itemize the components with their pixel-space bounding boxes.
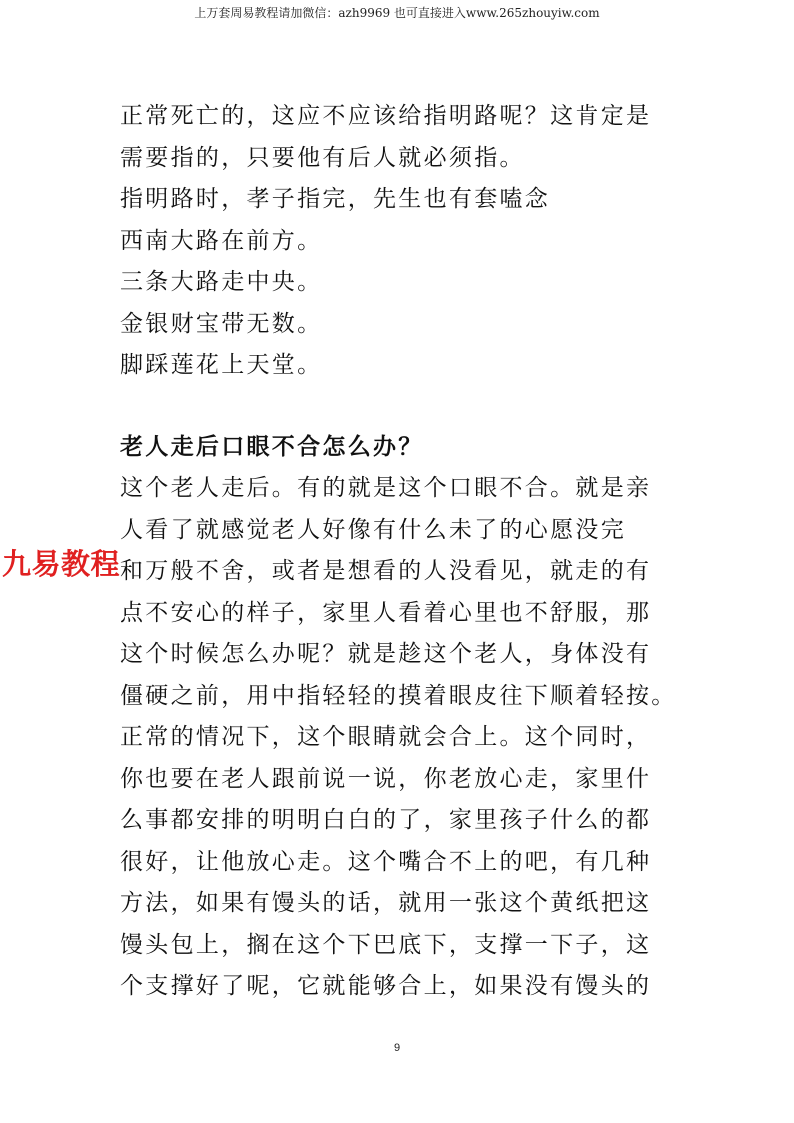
page-header: 上万套周易教程请加微信：azh9969 也可直接进入www.265zhouyiw.com [194,6,600,20]
text-line: 需要指的，只要他有后人就必须指。 [120,144,525,171]
text-line: 很好，让他放心走。这个嘴合不上的吧，有几种 [120,848,652,875]
text-line: 金银财宝带无数。 [120,310,323,337]
text-line: 人看了就感觉老人好像有什么未了的心愿没完 [120,516,626,543]
text-line: 方法，如果有馒头的话，就用一张这个黄纸把这 [120,890,652,916]
text-line: 西南大路在前方。 [120,227,323,254]
text-line: 正常死亡的，这应不应该给指明路呢？这肯定是 [120,103,652,129]
text-line: 个支撑好了呢，它就能够合上，如果没有馒头的 [120,973,652,999]
text-line: 指明路时，孝子指完，先生也有套嗑念 [120,186,551,212]
text-line: 你也要在老人跟前说一说，你老放心走，家里什 [120,765,652,792]
section-heading: 老人走后口眼不合怎么办？ [120,433,424,460]
text-line: 馒头包上，搁在这个下巴底下，支撑一下子，这 [120,931,652,958]
text-line: 这个时候怎么办呢？就是趁这个老人，身体没有 [120,641,652,667]
document-body [120,96,720,1008]
text-line: 点不安心的样子，家里人看着心里也不舒服，那 [120,599,652,626]
text-line: 么事都安排的明明白白的了，家里孩子什么的都 [120,807,652,833]
text-line: 和万般不舍，或者是想看的人没看见，就走的有 [120,558,652,584]
watermark-logo: 九易教程 [2,547,121,581]
text-line: 僵硬之前，用中指轻轻的摸着眼皮往下顺着轻按。 [120,682,677,709]
page-number: 9 [393,1042,401,1054]
text-line: 正常的情况下，这个眼睛就会合上。这个同时， [120,724,652,750]
text-line: 脚踩莲花上天堂。 [120,352,323,378]
paragraph-gap [120,387,720,427]
text-line: 这个老人走后。有的就是这个口眼不合。就是亲 [120,475,652,501]
text-line: 三条大路走中央。 [120,269,323,295]
